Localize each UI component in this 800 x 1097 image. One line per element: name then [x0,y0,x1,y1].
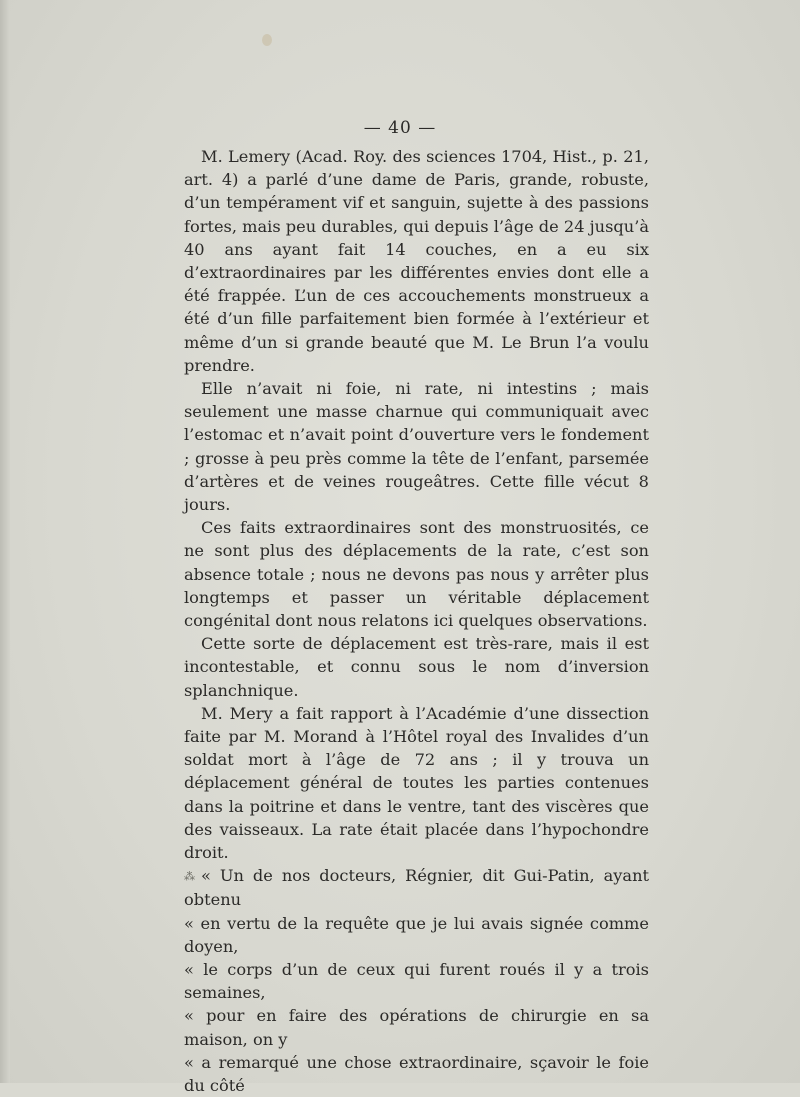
page-number: — 40 — [363,118,437,138]
quote-line: « en vertu de la requête que je lui avais signée comme doyen, [184,913,649,956]
paragraph-description: Elle n’avait ni foie, ni rate, ni intestins ; mais seulement une masse charnue qui communiquait avec l’estomac et n’avait point d’ouverture vers le fondement ; grosse à peu près comme la tête de l’enfant, parsemée d’artères et de veines rougeâtres. Cette fille vécut 8 jours. [184,379,649,515]
quotation [184,864,649,1097]
binding-edge [0,0,10,1083]
paragraph-lemery: M. Lemery (Acad. Roy. des sciences 1704, Hist., p. 21, art. 4) a parlé d’une dame de Paris, grande, robuste, d’un tempérament vif et sanguin, sujette à des passions fortes, mais peu durables, qui depuis l’âge de 24 jusqu’à 40 ans ayant fait 14 couches, en a eu six d’extraordinaires par les différentes envies dont elle a été frappée. L’un de ces accouchements monstrueux a été d’un fille parfaitement bien formée à l’extérieur et même d’un si grande beauté que M. Le Brun l’a voulu prendre. [184,147,649,375]
quote-line: « a remarqué une chose extraordinaire, sçavoir le foie du côté [184,1052,649,1096]
quote-line-text: « Un de nos docteurs, Régnier, dit Gui-Patin, ayant obtenu [184,866,649,910]
quote-line: « pour en faire des opérations de chirurgie en sa maison, on y [184,1006,649,1049]
paragraph-mery: M. Mery a fait rapport à l’Académie d’une dissection faite par M. Morand à l’Hôtel royal des Invalides d’un soldat mort à l’âge de 72 ans ; il y trouva un déplacement général de toutes les parties contenues dans la poitrine et dans le ventre, tant des viscères que des vaisseaux. La rate était placée dans l’hypochondre droit. [184,703,649,863]
paper-stain [262,34,272,46]
paragraph-inversion: Cette sorte de déplacement est très-rare, mais il est incontestable, et connu sous le nom d’inversion splanchnique. [184,634,649,700]
quote-line [184,864,649,911]
body-text [184,145,649,1097]
paragraph-monstrosities: Ces faits extraordinaires sont des monstruosités, ce ne sont plus des déplacements de la rate, c’est son absence totale ; nous ne devons pas nous y arrêter plus longtemps et passer un véritable déplacement congénital dont nous relatons ici quelques observations. [184,518,649,631]
quote-line: « le corps d’un de ceux qui furent roués il y a trois semaines, [184,960,649,1003]
ornament-icon: ⁂ [184,870,195,884]
